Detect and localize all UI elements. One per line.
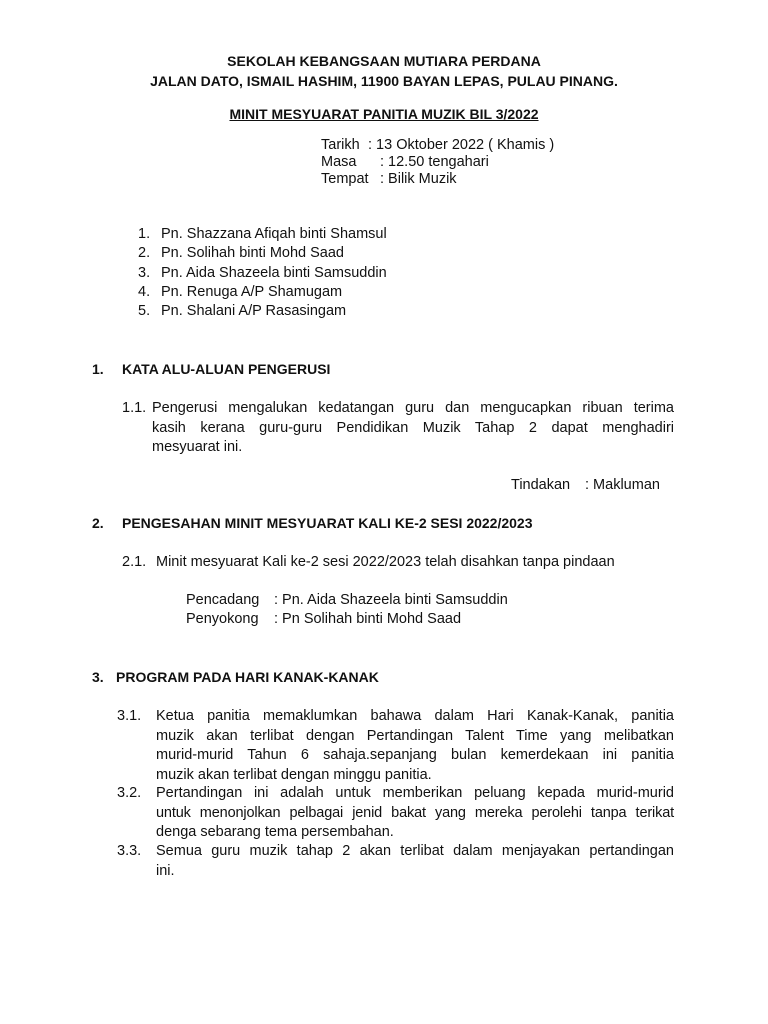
item-3-1-number: 3.1. [117,708,142,724]
item-1-1-text [152,399,674,458]
item-2-1-number: 2.1. [122,554,147,570]
item-3-1-text [156,707,674,785]
text-line: Pengerusi mengalukan kedatangan guru dan mengucapkan ribuan terima [152,400,674,416]
text-line: untuk menonjolkan pelbagai jenid bakat yang mereka perolehi tanpa terikat [156,804,674,821]
section-1-heading: KATA ALU-ALUAN PENGERUSI [122,361,331,377]
date-value: : 13 Oktober 2022 ( Khamis ) [368,137,555,153]
time-value: : 12.50 tengahari [380,154,489,170]
attendee-name: Pn. Shalani A/P Rasasingam [161,303,347,319]
attendee-number: 1. [138,226,151,242]
date-label: Tarikh [321,137,360,153]
attendee-name: Pn. Shazzana Afiqah binti Shamsul [161,226,387,242]
time-label: Masa [321,154,357,170]
text-line: kasih kerana guru-guru Pendidikan Muzik Tahap 2 dapat menghadiri [152,419,674,436]
seconder-value: : Pn Solihah binti Mohd Saad [274,611,462,627]
proposer-label: Pencadang [186,592,260,608]
school-name: SEKOLAH KEBANGSAAN MUTIARA PERDANA [227,53,541,69]
item-2-1-text: Minit mesyuarat Kali ke-2 sesi 2022/2023 telah disahkan tanpa pindaan [156,554,615,570]
action-value: : Makluman [585,477,660,493]
seconder-label: Penyokong [186,611,259,627]
page-title: MINIT MESYUARAT PANITIA MUZIK BIL 3/2022 [229,106,539,122]
item-3-3-text [156,842,674,881]
item-1-1-number: 1.1. [122,400,147,416]
section-3-heading: PROGRAM PADA HARI KANAK-KANAK [116,669,379,685]
text-line: Ketua panitia memaklumkan bahawa dalam Hari Kanak-Kanak, panitia [156,708,674,724]
text-line: ini. [156,862,175,879]
item-3-2-number: 3.2. [117,785,142,801]
attendee-number: 5. [138,303,151,319]
attendee-name: Pn. Renuga A/P Shamugam [161,284,343,300]
action-label: Tindakan [511,477,571,493]
attendee-name: Pn. Solihah binti Mohd Saad [161,245,344,261]
section-3-number: 3. [92,669,104,685]
item-3-3-number: 3.3. [117,843,142,859]
text-line: Semua guru muzik tahap 2 akan terlibat dalam menjayakan pertandingan [156,843,674,859]
school-address: JALAN DATO, ISMAIL HASHIM, 11900 BAYAN LEPAS, PULAU PINANG. [150,73,618,89]
text-line: murid-murid Tahun 6 sahaja.sepanjang bulan kemerdekaan ini panitia [156,747,674,763]
section-2-heading: PENGESAHAN MINIT MESYUARAT KALI KE-2 SESI 2022/2023 [122,515,533,531]
text-line: mesyuarat ini. [152,439,243,455]
item-3-2-text [156,784,674,843]
attendee-number: 2. [138,245,151,261]
section-1-number: 1. [92,361,104,377]
text-line: muzik akan terlibat dengan Pertandingan Talent Time yang melibatkan [156,727,674,744]
proposer-value: : Pn. Aida Shazeela binti Samsuddin [274,592,508,608]
place-label: Tempat [321,171,369,187]
text-line: muzik akan terlibat dengan minggu panitia. [156,766,432,783]
attendee-number: 4. [138,284,151,300]
text-line: Pertandingan ini adalah untuk memberikan peluang kepada murid-murid [156,785,674,801]
place-value: : Bilik Muzik [380,171,457,187]
section-2-number: 2. [92,515,104,531]
text-line: denga sebarang tema persembahan. [156,824,394,840]
attendee-name: Pn. Aida Shazeela binti Samsuddin [161,265,387,281]
attendee-number: 3. [138,265,151,281]
